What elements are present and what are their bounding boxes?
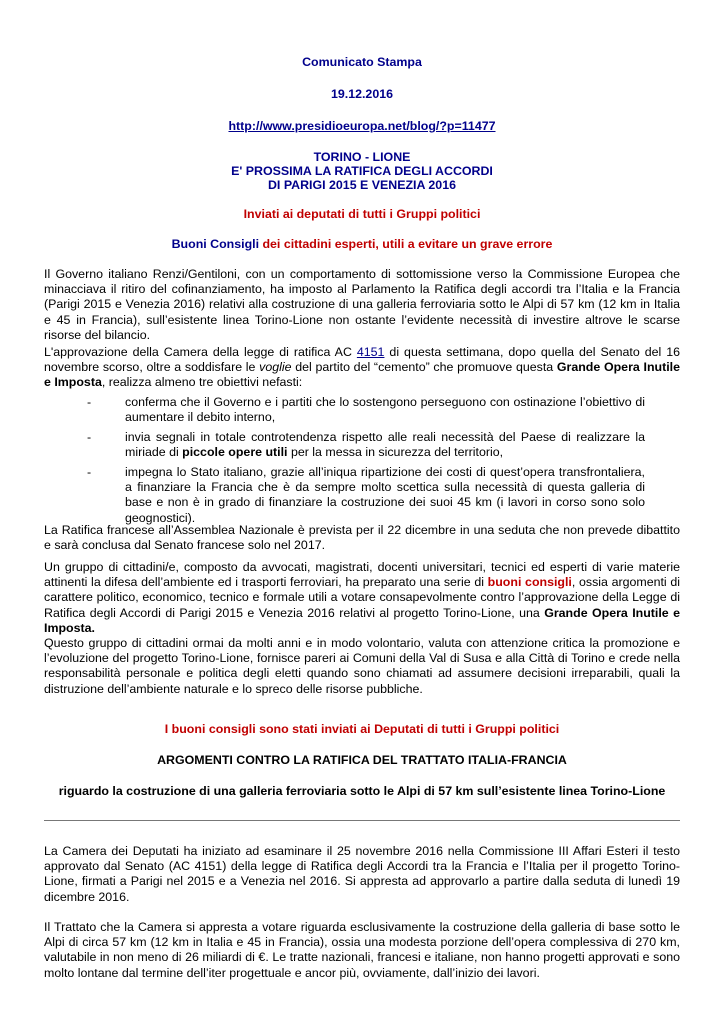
bullet-dash: - [87, 465, 92, 479]
paragraph-intro: Il Governo italiano Renzi/Gentiloni, con un comportamento di sottomissione verso la Commissione Europea che minacciava il ritiro del cofinanziamento, ha imposto al Parlamento la Ratifica degli accordi tra l’Italia e la Francia (Parigi 2015 e Venezia 2016) relativi alla costruzione di una galleria ferroviaria sotto le Alpi di 57 km (12 km in Italia e 45 in Francia), sull’esistente linea Torino-Lione non ostante l’evidente necessità di investire altrove le scarse risorse del bilancio. [44, 267, 680, 342]
headline-line-2: E' PROSSIMA LA RATIFICA DEGLI ACCORDI [231, 164, 493, 178]
press-release-label: Comunicato Stampa [302, 55, 422, 69]
bullet-text: impegna lo Stato italiano, grazie all’iniqua ripartizione dei costi di quest’opera transfrontaliera, a finanziare la Francia che è da sempre molto scettica sulla necessità di questa galleria di base e non è in grado di finanziare la costruzione dei suoi 45 km (i lavori in corso sono solo geognostici). [125, 465, 645, 525]
text-span: invia segnali in totale controtendenza rispetto alle reali necessità del Paese di realizzare la miriade di [125, 430, 645, 460]
bold-span: Grande Opera Inutile e Imposta [44, 360, 680, 390]
subtitle-highlight: Buoni Consigli [171, 237, 260, 251]
subtitle-rest: dei cittadini esperti, utili a evitare un grave errore [259, 237, 553, 251]
bullet-text [125, 430, 645, 460]
bullet-item-2 [87, 430, 645, 460]
headline-line-3: DI PARIGI 2015 E VENEZIA 2016 [267, 178, 456, 192]
paragraph-treaty-scope: Il Trattato che la Camera si appresta a votare riguarda esclusivamente la costruzione della galleria di base sotto le Alpi di circa 57 km (12 km in Italia e 45 in Francia), ossia una modesta porzione dell’opera complessiva di 270 km, valutabile in non meno di 26 miliardi di €. Le tratte nazionali, francesi e italiane, non hanno progetti approvati e sono molto lontane dal termine dell’iter progettuale e ancor più, ovviamente, dall’inizio dei lavori. [44, 920, 680, 980]
bold-span: piccole opere utili [182, 445, 288, 460]
paragraph-approval [44, 345, 680, 391]
ac-4151-link[interactable]: 4151 [356, 345, 385, 359]
italic-span: voglie [259, 360, 292, 375]
bold-span: Grande Opera Inutile e Imposta. [44, 605, 680, 635]
bullet-text: conferma che il Governo e i partiti che lo sostengono perseguono con ostinazione l’obiettivo di aumentare il debito interno, [125, 395, 645, 425]
recipients-line: Inviati ai deputati di tutti i Gruppi politici [243, 207, 481, 221]
blog-url-link[interactable]: http://www.presidioeuropa.net/blog/?p=11477 [228, 119, 496, 133]
headline [44, 150, 680, 192]
text-span: , ossia argomenti di carattere politico, economico, tecnico e formale utili a votare consapevolmente contro l’approvazione della Legge di Ratifica degli Accordi di Parigi 2015 e Venezia 2016 relativi al progetto Torino-Lione, una [44, 575, 680, 620]
highlight-span: buoni consigli [487, 575, 572, 590]
bullet-item-3 [87, 465, 645, 526]
paragraph-citizen-group [44, 560, 680, 636]
bullet-dash: - [87, 430, 92, 444]
text-span: L'approvazione della Camera della legge di ratifica AC [44, 345, 357, 359]
text-span: per la messa in sicurezza del territorio, [287, 445, 504, 460]
section-divider [44, 820, 680, 821]
paragraph-chamber-exam: La Camera dei Deputati ha iniziato ad esaminare il 25 novembre 2016 nella Commissione III Affari Esteri il testo approvato dal Senato (AC 4151) della legge di Ratifica degli Accordi tra la Francia e l’Italia per il progetto Torino-Lione, firmati a Parigi nel 2015 e a Venezia nel 2016. Si appresta ad approvarlo a partire dalla seduta di lunedì 19 dicembre 2016. [44, 844, 680, 904]
arguments-subtitle: riguardo la costruzione di una galleria ferroviaria sotto le Alpi di 57 km sull’esistente linea Torino-Lione [58, 784, 666, 798]
sent-notice: I buoni consigli sono stati inviati ai Deputati di tutti i Gruppi politici [164, 722, 560, 736]
release-date: 19.12.2016 [330, 87, 393, 101]
arguments-title: ARGOMENTI CONTRO LA RATIFICA DEL TRATTATO ITALIA-FRANCIA [157, 753, 567, 767]
paragraph-french-ratification: La Ratifica francese all’Assemblea Nazionale è prevista per il 22 dicembre in una seduta che non prevede dibattito e sarà conclusa dal Senato francese solo nel 2017. [44, 523, 680, 553]
bullet-dash: - [87, 395, 92, 409]
bullet-item-1 [87, 395, 645, 425]
headline-line-1: TORINO - LIONE [313, 150, 411, 164]
text-span: , realizza almeno tre obiettivi nefasti: [101, 375, 303, 390]
url-line [44, 119, 680, 133]
text-span: del partito del “cemento” che promuove questa [291, 360, 557, 375]
paragraph-group-activity: Questo gruppo di cittadini ormai da molti anni e in modo volontario, valuta con attenzione critica la promozione e l’evoluzione del progetto Torino-Lione, fornisce pareri ai Comuni della Val di Susa e alla Città di Torino e crede nella responsabilità personale e politica degli eletti quando sono chiamati ad assumere decisioni irreparabili, quali la distruzione dell’ambiente naturale e lo spreco delle risorse pubbliche. [44, 636, 680, 696]
text-span: di questa settimana, dopo quella del Senato del 16 novembre scorso, oltre a soddisfare le [44, 345, 680, 375]
text-span: Un gruppo di cittadini/e, composto da avvocati, magistrati, docenti universitari, tecnici ed esperti di varie materie attinenti la difesa dell’ambiente ed i trasporti ferroviari, ha preparato una serie di [44, 560, 680, 590]
subtitle [44, 237, 680, 251]
